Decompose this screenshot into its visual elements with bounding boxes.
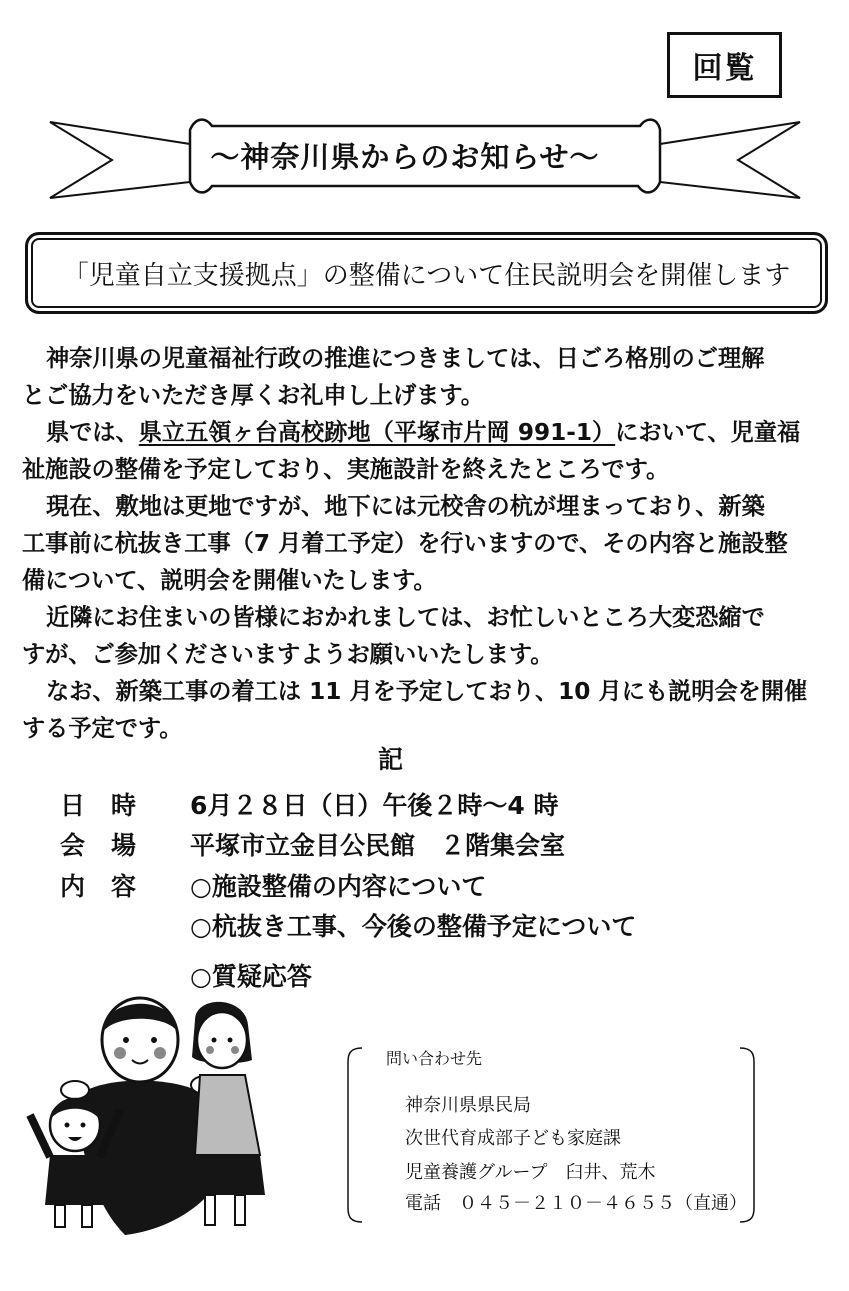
contact-line: 神奈川県県民局	[405, 1095, 531, 1116]
contact-phone: 電話 ０４５－２１０－４６５５（直通）	[405, 1193, 747, 1214]
body-paragraph-2	[22, 414, 822, 488]
body-paragraph-1	[22, 340, 822, 414]
body-line	[22, 414, 822, 451]
circulation-label: 回覧	[692, 51, 757, 86]
content-item: ○施設整備の内容について	[190, 872, 487, 901]
body-line: 備について、説明会を開催いたします。	[22, 567, 437, 594]
datetime-value: 6月２８日（日）午後２時～4 時	[190, 791, 559, 820]
body-paragraph-5	[22, 673, 822, 747]
contact-heading: 問い合わせ先	[386, 1049, 483, 1068]
body-paragraph-3	[22, 488, 822, 599]
banner-title: ～神奈川県からのお知らせ～	[210, 139, 600, 174]
venue-value: 平塚市立金目公民館 ２階集会室	[190, 831, 566, 860]
body-line: 近隣にお住まいの皆様におかれましては、お忙しいところ大変恐縮で	[46, 604, 765, 631]
body-line: なお、新築工事の着工は 11 月を予定しており、10 月にも説明会を開催	[46, 678, 808, 705]
body-line: 神奈川県の児童福祉行政の推進につきましては、日ごろ格別のご理解	[46, 345, 765, 372]
body-line: とご協力をいただき厚くお礼申し上げます。	[22, 382, 484, 409]
content-label: 内容	[60, 872, 163, 901]
contact-line: 次世代育成部子ども家庭課	[405, 1128, 621, 1149]
contact-line: 児童養護グループ 臼井、荒木	[405, 1162, 656, 1183]
body-line: 現在、敷地は更地ですが、地下には元校舎の杭が埋まっており、新築	[46, 493, 765, 520]
body-text: 県では、	[46, 419, 139, 446]
site-address: 県立五領ヶ台高校跡地（平塚市片岡 991-1）	[138, 419, 616, 446]
body-line: 工事前に杭抜き工事（7 月着工予定）を行いますので、その内容と施設整	[22, 530, 788, 557]
headline: 「児童自立支援拠点」の整備について住民説明会を開催します	[62, 260, 791, 291]
datetime-label: 日時	[60, 791, 163, 820]
body-text: において、児童福	[615, 419, 801, 446]
ki-heading: 記	[378, 745, 404, 774]
content-item: ○杭抜き工事、今後の整備予定について	[190, 912, 637, 941]
body-paragraph-4	[22, 599, 822, 673]
body-line: 祉施設の整備を予定しており、実施設計を終えたところです。	[22, 456, 670, 483]
family-illustration	[20, 985, 300, 1235]
body-line: する予定です。	[22, 715, 183, 742]
body-line: すが、ご参加くださいますようお願いいたします。	[22, 641, 554, 668]
content-item: ○質疑応答	[190, 962, 312, 991]
venue-label: 会場	[60, 831, 163, 860]
circulation-stamp	[667, 32, 782, 98]
